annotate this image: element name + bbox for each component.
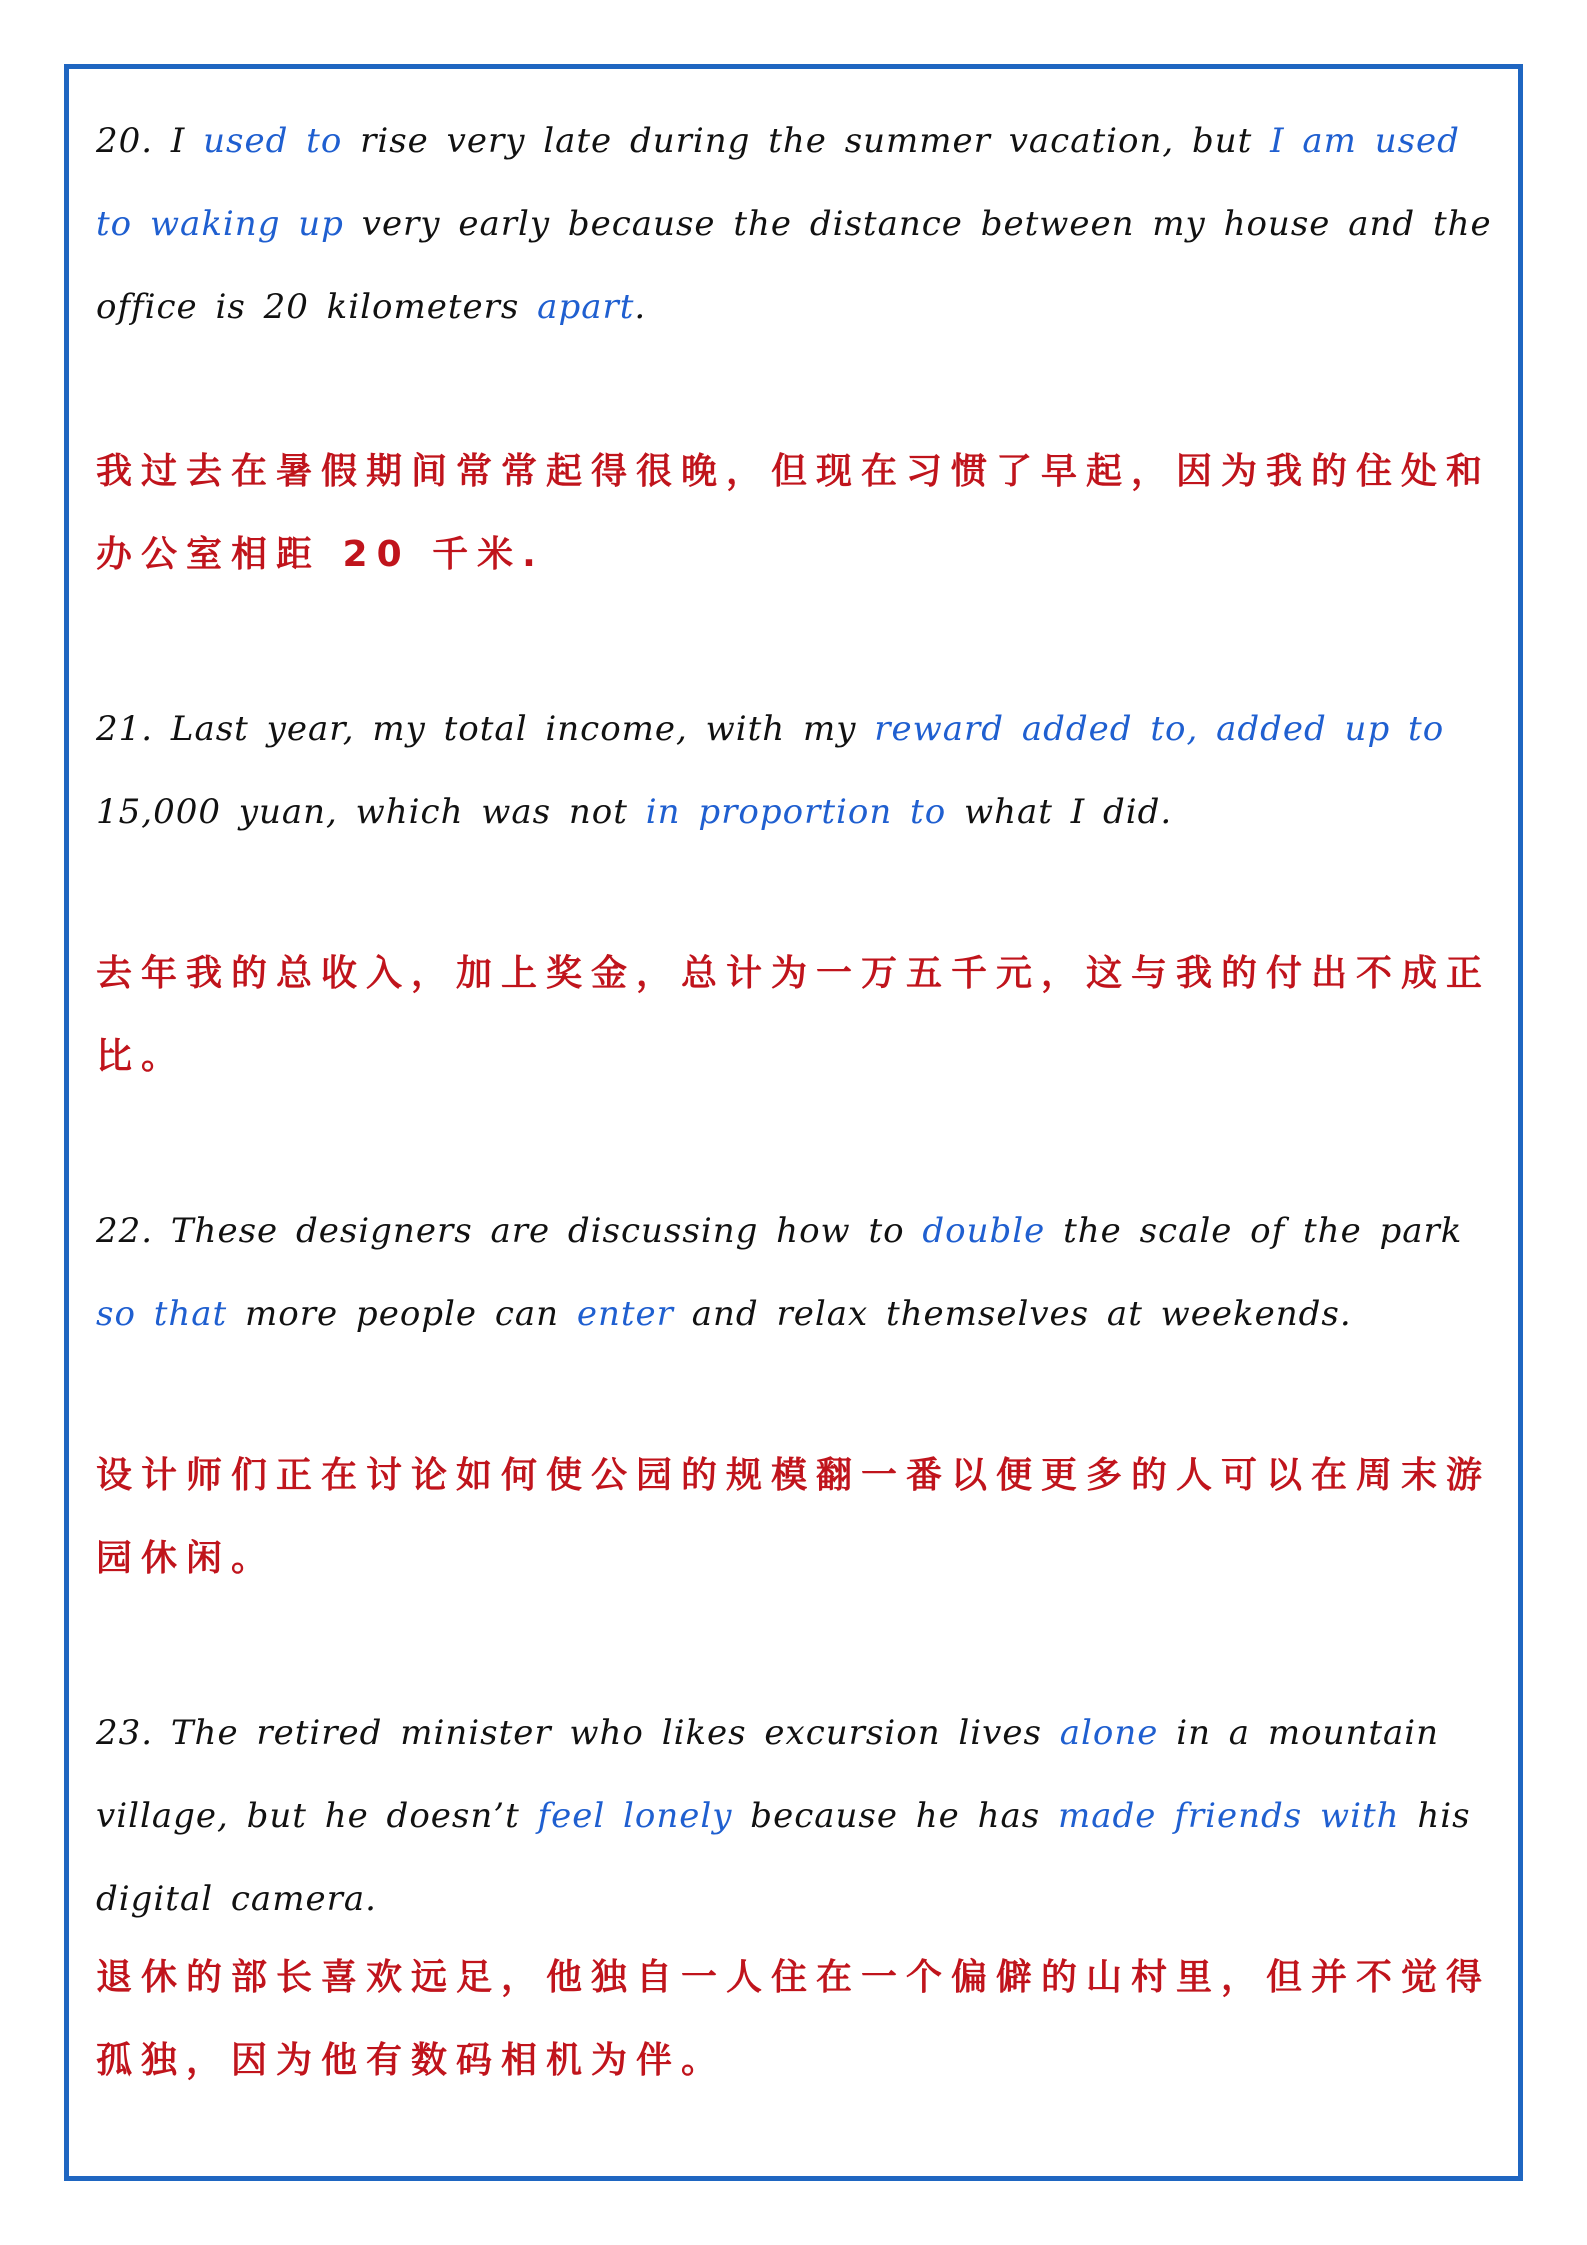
sentence-text: 20. I (96, 121, 204, 161)
sentence-23-chinese: 退休的部长喜欢远足，他独自一人住在一个偏僻的山村里，但并不觉得孤独，因为他有数码相机为伴。 (96, 1957, 1492, 2081)
sentence-text: and relax themselves at weekends. (673, 1294, 1352, 1334)
highlighted-phrase: enter (576, 1294, 674, 1334)
highlighted-phrase: feel lonely (537, 1796, 733, 1836)
sentence-23-english (96, 1692, 1496, 1941)
sentence-text: rise very late during the summer vacation, but (342, 121, 1271, 161)
sentence-text: . (634, 287, 647, 327)
sentence-22-chinese: 设计师们正在讨论如何使公园的规模翻一番以便更多的人可以在周末游园休闲。 (96, 1455, 1492, 1579)
sentence-text: more people can (227, 1294, 577, 1334)
highlighted-phrase: I am used to waking up (96, 121, 1460, 244)
sentence-21-chinese: 去年我的总收入，加上奖金，总计为一万五千元，这与我的付出不成正比。 (96, 953, 1492, 1077)
sentence-text: his digital camera. (96, 1796, 1471, 1919)
sentence-text: because he has (732, 1796, 1059, 1836)
sentence-text: 22. These designers are discussing how to (96, 1211, 923, 1251)
highlighted-phrase: alone (1059, 1713, 1159, 1753)
sentence-text: the scale of the park (1045, 1211, 1463, 1251)
highlighted-phrase: in proportion to (645, 792, 947, 832)
sentence-text: what I did. (946, 792, 1173, 832)
sentence-text: 23. The retired minister who likes excursion lives (96, 1713, 1060, 1753)
sentence-20-chinese: 我过去在暑假期间常常起得很晚，但现在习惯了早起，因为我的住处和办公室相距 20 千米. (96, 451, 1492, 575)
sentence-21-english (96, 688, 1496, 854)
sentence-text: very early because the distance between my house and the office is 20 kilometers (96, 204, 1492, 327)
sentence-20-english (96, 100, 1496, 349)
highlighted-phrase: used to (203, 121, 343, 161)
sentence-text: in a mountain village, but he doesn’t (96, 1713, 1440, 1836)
highlighted-phrase: made friends with (1058, 1796, 1400, 1836)
sentence-text: 15,000 yuan, which was not (96, 792, 646, 832)
sentence-text: 21. Last year, my total income, with my (96, 709, 875, 749)
highlighted-phrase: reward added to, added up to (874, 709, 1445, 749)
sentence-22-english (96, 1190, 1496, 1356)
highlighted-phrase: so that (96, 1294, 228, 1334)
highlighted-phrase: double (922, 1211, 1046, 1251)
highlighted-phrase: apart (537, 287, 635, 327)
